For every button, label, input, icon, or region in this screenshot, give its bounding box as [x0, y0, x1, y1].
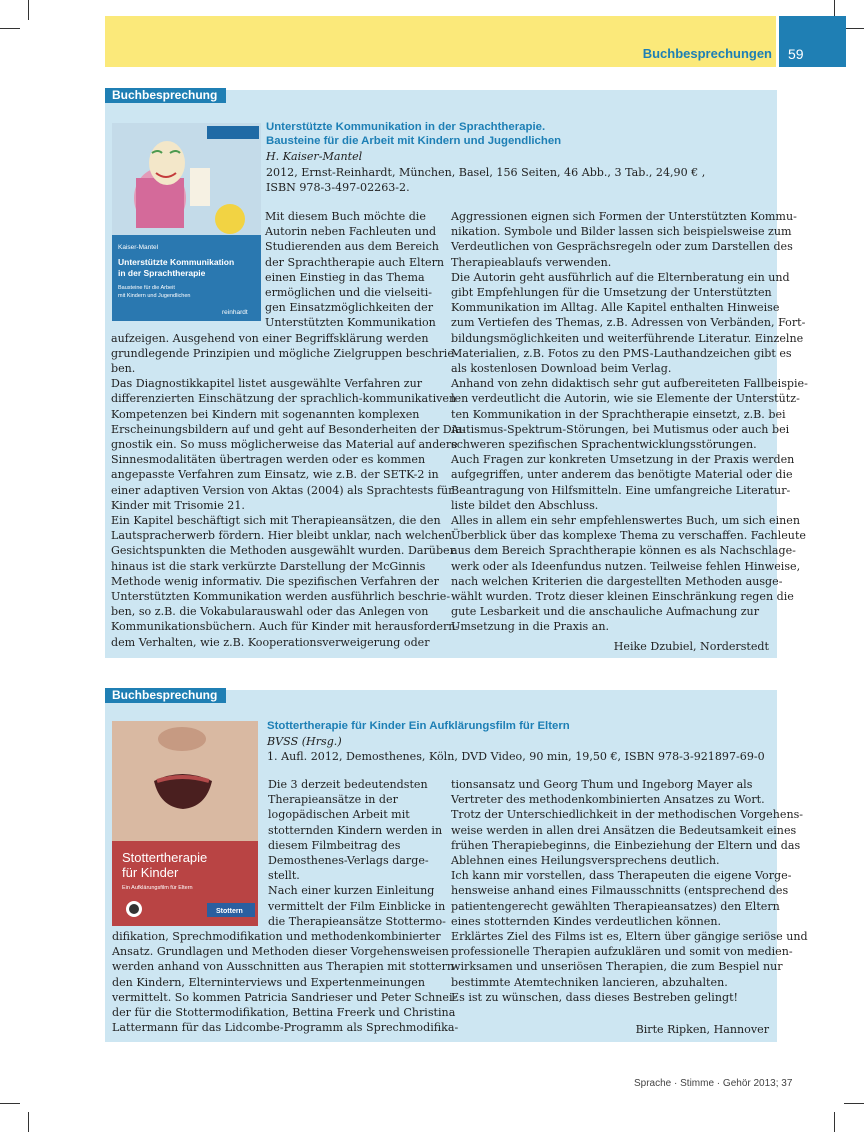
body-text-line: der Sprachtherapie auch Eltern	[265, 255, 445, 269]
body-text-line: Vertreter des methodenkombinierten Ansatzes zu Wort.	[451, 793, 765, 807]
body-text-line: ben, so z.B. die Vokabularauswahl oder das Anlegen von	[111, 605, 429, 619]
body-text-line: der für die Stottermodifikation, Bettina Freerk und Christina	[112, 1006, 456, 1019]
cover-subtitle: Ein Aufklärungsfilm für Eltern	[122, 885, 193, 891]
body-text-line: Ich kann mir vorstellen, dass Therapeuten die eigene Vorge-	[451, 869, 792, 883]
cover-title-2: für Kinder	[122, 865, 179, 880]
body-text-line: gnostik ein. So muss möglicherweise das Material auf andere	[111, 438, 458, 451]
crop-mark	[844, 1103, 864, 1104]
body-text-line: Materialien, z.B. Fotos zu den PMS-Lauthandzeichen gibt es	[451, 346, 792, 360]
body-text-line: ben.	[111, 362, 136, 375]
body-text-line: Umsetzung in die Praxis an.	[451, 620, 609, 634]
body-text-line: liste bildet den Abschluss.	[451, 498, 599, 512]
body-text-line: Kompetenzen bei Kindern mit sogenannten komplexen	[111, 407, 420, 421]
body-text-line: Lattermann für das Lidcombe-Programm als Sprechmodifika-	[112, 1021, 459, 1035]
body-text-line: Aggressionen eignen sich Formen der Unterstützten Kommu-	[451, 210, 797, 223]
cover-logo-text: Stottern	[216, 908, 243, 915]
review-title: Stottertherapie für Kinder Ein Aufklärungsfilm für Eltern	[267, 720, 570, 732]
body-text-line: grundlegende Prinzipien und mögliche Zielgruppen beschrie-	[111, 346, 458, 360]
body-text-line: Lautspracherwerb fördern. Hier bleibt unklar, nach welchen	[111, 529, 452, 543]
body-text-line: bestimmte Atemtechniken lancieren, abzuhalten.	[451, 975, 728, 989]
body-text-line: zum Vertiefen des Themas, z.B. Adressen von Verbänden, Fort-	[451, 316, 806, 330]
body-text-line: ten Kommunikation in der Sprachtherapie einsetzt, z.B. bei	[451, 407, 786, 421]
body-text-line: professionelle Therapien aufzuklären und somit von medien-	[451, 945, 793, 959]
body-text-line: Erklärtes Ziel des Films ist es, Eltern über gängige seriöse und	[451, 930, 808, 943]
body-text-line: Beantragung von Hilfsmitteln. Eine umfangreiche Literatur-	[451, 483, 791, 497]
body-text-line: Methode wenig informativ. Die spezifischen Verfahren der	[111, 574, 439, 588]
review-signature: Birte Ripken, Hannover	[635, 1023, 769, 1036]
body-text-line: len verdeutlicht die Autorin, wie sie Elemente der Unterstütz-	[451, 392, 800, 406]
review-title-line2: Bausteine für die Arbeit mit Kindern und Jugendlichen	[266, 135, 562, 147]
body-text-line: Gesichtspunkten die Methoden ausgewählt wurden. Darüber	[111, 544, 455, 558]
review-title-line1: Unterstützte Kommunikation in der Sprachtherapie.	[266, 121, 546, 133]
body-text-line: wirksamen und unseriösen Therapien, die zum Bespiel nur	[451, 960, 783, 974]
body-text-line: Auch Fragen zur konkreten Umsetzung in der Praxis werden	[451, 453, 795, 467]
body-text-line: Nach einer kurzen Einleitung	[268, 884, 435, 898]
cover-subtitle: Bausteine für die Arbeit	[118, 285, 175, 291]
body-text-line: Anhand von zehn didaktisch sehr gut aufbereiteten Fallbeispie-	[451, 377, 808, 391]
body-text-line: patientengerecht gewählten Therapieansatzes) den Eltern	[451, 899, 780, 913]
page-number: 59	[788, 46, 804, 62]
review-box	[105, 88, 808, 658]
body-text-line: Studierenden aus dem Bereich	[265, 240, 439, 254]
body-text-line: als kostenlosen Download beim Verlag.	[451, 362, 672, 375]
body-text-line: Unterstützten Kommunikation werden ausführlich beschrie-	[111, 590, 451, 603]
body-text-line: gibt Empfehlungen für die Umsetzung der Unterstützten	[451, 286, 772, 299]
body-text-line: Verdeutlichen von Gesprächsregeln oder zum Darstellen des	[451, 240, 793, 254]
body-text-line: einer adaptiven Version von Aktas (2004) als Sprachtests für	[111, 483, 454, 497]
body-text-line: Alles in allem ein sehr empfehlenswertes Buch, um sich einen	[451, 514, 801, 527]
cover-publisher: reinhardt	[222, 309, 248, 316]
body-text-line: gen Einsatzmöglichkeiten der	[265, 301, 433, 315]
body-text-line: Erscheinungsbildern auf und geht auf Besonderheiten der Dia-	[111, 422, 466, 436]
book-cover-image	[112, 123, 261, 321]
body-text-line: Trotz der Unterschiedlichkeit in der methodischen Vorgehens-	[451, 808, 804, 822]
body-text-line: frühen Therapiebeginns, die Einbeziehung der Eltern und das	[451, 838, 801, 852]
body-text-line: Ablehnen eines Heilungsversprechens deutlich.	[451, 854, 720, 867]
body-text-line: Demosthenes-Verlags darge-	[268, 854, 429, 867]
body-text-line: ermöglichen und die vielseiti-	[265, 286, 433, 299]
review-publication: 1. Aufl. 2012, Demosthenes, Köln, DVD Video, 90 min, 19,50 €, ISBN 978-3-921897-69-0	[267, 750, 765, 763]
crop-mark	[28, 1112, 29, 1132]
body-text-line: Überblick über das komplexe Thema zu verschaffen. Fachleute	[451, 529, 806, 543]
cover-author: Kaiser-Mantel	[118, 244, 159, 251]
review-signature: Heike Dzubiel, Norderstedt	[613, 640, 769, 653]
body-text-line: aus dem Bereich Sprachtherapie können es als Nachschlage-	[451, 544, 796, 558]
body-text-line: Die Autorin geht ausführlich auf die Elternberatung ein und	[451, 270, 790, 284]
body-text-line: werk oder als Ideenfundus nutzen. Teilweise fehlen Hinweise,	[451, 559, 801, 573]
body-text-line: Sinnesmodalitäten übertragen werden oder es kommen	[111, 453, 426, 467]
review-publication-line2: ISBN 978-3-497-02263-2.	[266, 181, 410, 194]
body-text-line: Autismus-Spektrum-Störungen, bei Mutismus oder auch bei	[451, 422, 790, 436]
body-text-line: hensweise anhand eines Filmausschnitts (entsprechend des	[451, 884, 789, 898]
body-text-line: bildungsmöglichkeiten und weiterführende Literatur. Einzelne	[451, 331, 804, 345]
body-text-line: weise werden in allen drei Ansätzen die Bedeutsamkeit eines	[451, 823, 797, 837]
body-text-line: stellt.	[268, 869, 300, 883]
body-text-line: Autorin neben Fachleuten und	[265, 225, 437, 239]
review-author: BVSS (Hrsg.)	[267, 735, 342, 748]
page-footer: Sprache · Stimme · Gehör 2013; 37	[634, 1078, 793, 1089]
body-text-line: die Therapieansätze Stottermo-	[268, 914, 446, 928]
body-text-line: hinaus ist die stark verkürzte Darstellung der McGinnis	[111, 559, 426, 573]
body-text-line: gute Lesbarkeit und die anschauliche Aufmachung zur	[451, 605, 759, 619]
body-text-line: wählt wurden. Trotz dieser kleinen Einschränkung regen die	[451, 590, 794, 603]
body-text-line: Kommunikationsbüchern. Auch für Kinder mit herausfordern-	[111, 620, 460, 634]
crop-mark	[834, 1112, 835, 1132]
body-text-line: Kinder mit Trisomie 21.	[111, 498, 245, 512]
body-text-line: Die 3 derzeit bedeutendsten	[268, 778, 428, 791]
body-text-line: werden anhand von Ausschnitten aus Therapien mit stottern-	[112, 960, 458, 974]
body-text-line: differenzierten Einschätzung der sprachlich-kommunikativen	[111, 392, 457, 406]
review-tag: Buchbesprechung	[105, 88, 226, 103]
page-number-box	[779, 16, 846, 67]
body-text-line: aufzeigen. Ausgehend von einer Begriffsklärung werden	[111, 331, 429, 345]
body-text-line: Mit diesem Buch möchte die	[265, 210, 426, 223]
review-tag: Buchbesprechung	[105, 688, 226, 703]
crop-mark	[0, 1103, 20, 1104]
body-text-line: logopädischen Arbeit mit	[268, 808, 410, 822]
cover-title: Unterstützte Kommunikation	[118, 257, 235, 267]
body-text-line: vermittelt. So kommen Patricia Sandrieser und Peter Schnei-	[112, 990, 457, 1004]
dvd-cover-image	[112, 721, 258, 926]
cover-title-2: in der Sprachtherapie	[118, 268, 206, 278]
body-text-line: den Kindern, Elterninterviews und Expertenmeinungen	[112, 975, 426, 989]
body-text-line: Es ist zu wünschen, dass dieses Bestreben gelingt!	[451, 990, 738, 1004]
body-text-line: schweren spezifischen Sprachentwicklungsstörungen.	[451, 438, 757, 451]
body-text-line: Unterstützten Kommunikation	[265, 316, 436, 330]
body-text-line: einen Einstieg in das Thema	[265, 270, 425, 284]
body-text-line: Ansatz. Grundlagen und Methoden dieser Vorgehensweisen	[112, 945, 449, 959]
body-text-line: Das Diagnostikkapitel listet ausgewählte Verfahren zur	[111, 377, 423, 391]
crop-mark	[844, 28, 864, 29]
body-text-line: nikation. Symbole und Bilder lassen sich beispielsweise zum	[451, 225, 792, 239]
crop-mark	[0, 28, 20, 29]
section-title: Buchbesprechungen	[642, 46, 772, 61]
body-text-line: aufgegriffen, unter anderem das benötigte Material oder die	[451, 468, 793, 482]
body-text-line: stotternden Kindern werden in	[268, 823, 443, 837]
review-box	[105, 688, 808, 1042]
review-publication-line1: 2012, Ernst-Reinhardt, München, Basel, 156 Seiten, 46 Abb., 3 Tab., 24,90 € ,	[266, 166, 706, 179]
cover-title: Stottertherapie	[122, 850, 208, 865]
body-text-line: vermittelt der Film Einblicke in	[268, 899, 446, 913]
review-author: H. Kaiser-Mantel	[266, 150, 363, 163]
body-text-line: difikation, Sprechmodifikation und methodenkombinierter	[112, 930, 441, 943]
body-text-line: Kommunikation im Alltag. Alle Kapitel enthalten Hinweise	[451, 301, 780, 315]
body-text-line: eines stotternden Kindes verdeutlichen können.	[451, 914, 722, 928]
body-text-line: Therapieablaufs verwenden.	[451, 255, 612, 269]
body-text-line: Ein Kapitel beschäftigt sich mit Therapieansätzen, die den	[111, 514, 441, 527]
crop-mark	[28, 0, 29, 20]
body-text-line: Therapieansätze in der	[268, 793, 398, 807]
body-text-line: nach welchen Kriterien die dargestellten Methoden ausge-	[451, 574, 783, 588]
cover-subtitle-2: mit Kindern und Jugendlichen	[118, 293, 191, 299]
body-text-line: tionsansatz und Georg Thum und Ingeborg Mayer als	[451, 778, 753, 791]
body-text-line: angepasste Verfahren zum Einsatz, wie z.B. der SETK-2 in	[111, 468, 439, 482]
body-text-line: diesem Filmbeitrag des	[268, 838, 401, 852]
body-text-line: dem Verhalten, wie z.B. Kooperationsverweigerung oder	[111, 635, 430, 649]
